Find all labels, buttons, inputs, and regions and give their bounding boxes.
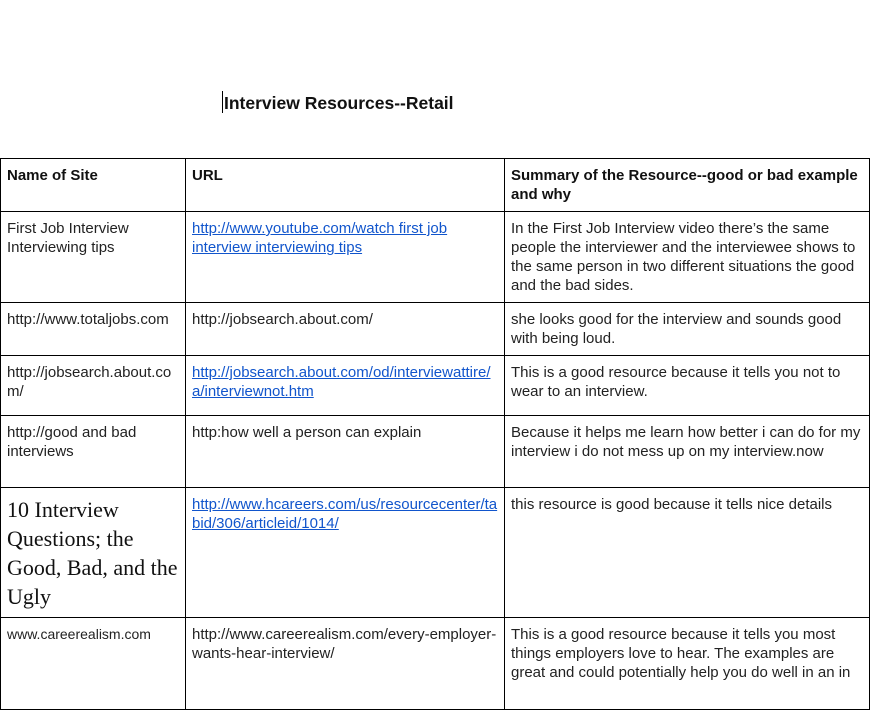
summary-cell: she looks good for the interview and sounds good with being loud.	[505, 303, 870, 356]
site-name-cell	[1, 618, 186, 710]
table-row	[1, 356, 870, 416]
site-name-cell: First Job Interview Interviewing tips	[1, 212, 186, 303]
site-name-small: www.careerealism.com	[7, 626, 151, 642]
site-name-serif: 10 Interview Questions; the Good, Bad, and the Ugly	[7, 497, 178, 609]
summary-cell: this resource is good because it tells nice details	[505, 488, 870, 618]
site-name-cell: http://good and bad interviews	[1, 416, 186, 488]
table-row	[1, 488, 870, 618]
table-row	[1, 416, 870, 488]
summary-cell: In the First Job Interview video there’s the same people the interviewer and the interviewee shows to the same person in two different situations the good and the bad sides.	[505, 212, 870, 303]
site-name-cell: http://jobsearch.about.com/	[1, 356, 186, 416]
header-name-of-site: Name of Site	[1, 159, 186, 212]
url-link[interactable]: http://jobsearch.about.com/od/interviewattire/a/interviewnot.htm	[192, 364, 491, 400]
summary-cell: This is a good resource because it tells you not to wear to an interview.	[505, 356, 870, 416]
url-link[interactable]: http://www.youtube.com/watch first job interview interviewing tips	[192, 220, 448, 256]
url-cell	[186, 488, 505, 618]
table-header-row	[1, 159, 870, 212]
document-title[interactable]	[222, 91, 454, 114]
url-link[interactable]: http://www.hcareers.com/us/resourcecenter/tabid/306/articleid/1014/	[192, 496, 498, 532]
site-name-cell	[1, 488, 186, 618]
table-row	[1, 303, 870, 356]
site-name-cell: http://www.totaljobs.com	[1, 303, 186, 356]
url-cell: http://www.careerealism.com/every-employer-wants-hear-interview/	[186, 618, 505, 710]
table-row	[1, 618, 870, 710]
text-cursor	[222, 91, 223, 113]
url-cell	[186, 212, 505, 303]
resources-table	[0, 158, 870, 710]
url-cell: http:how well a person can explain	[186, 416, 505, 488]
document-title-text: Interview Resources--Retail	[224, 93, 454, 113]
table-row	[1, 212, 870, 303]
url-cell: http://jobsearch.about.com/	[186, 303, 505, 356]
url-cell	[186, 356, 505, 416]
header-url: URL	[186, 159, 505, 212]
summary-cell: This is a good resource because it tells you most things employers love to hear. The examples are great and could potentially help you do well in an in	[505, 618, 870, 710]
header-summary: Summary of the Resource--good or bad example and why	[505, 159, 870, 212]
summary-cell: Because it helps me learn how better i can do for my interview i do not mess up on my interview.now	[505, 416, 870, 488]
